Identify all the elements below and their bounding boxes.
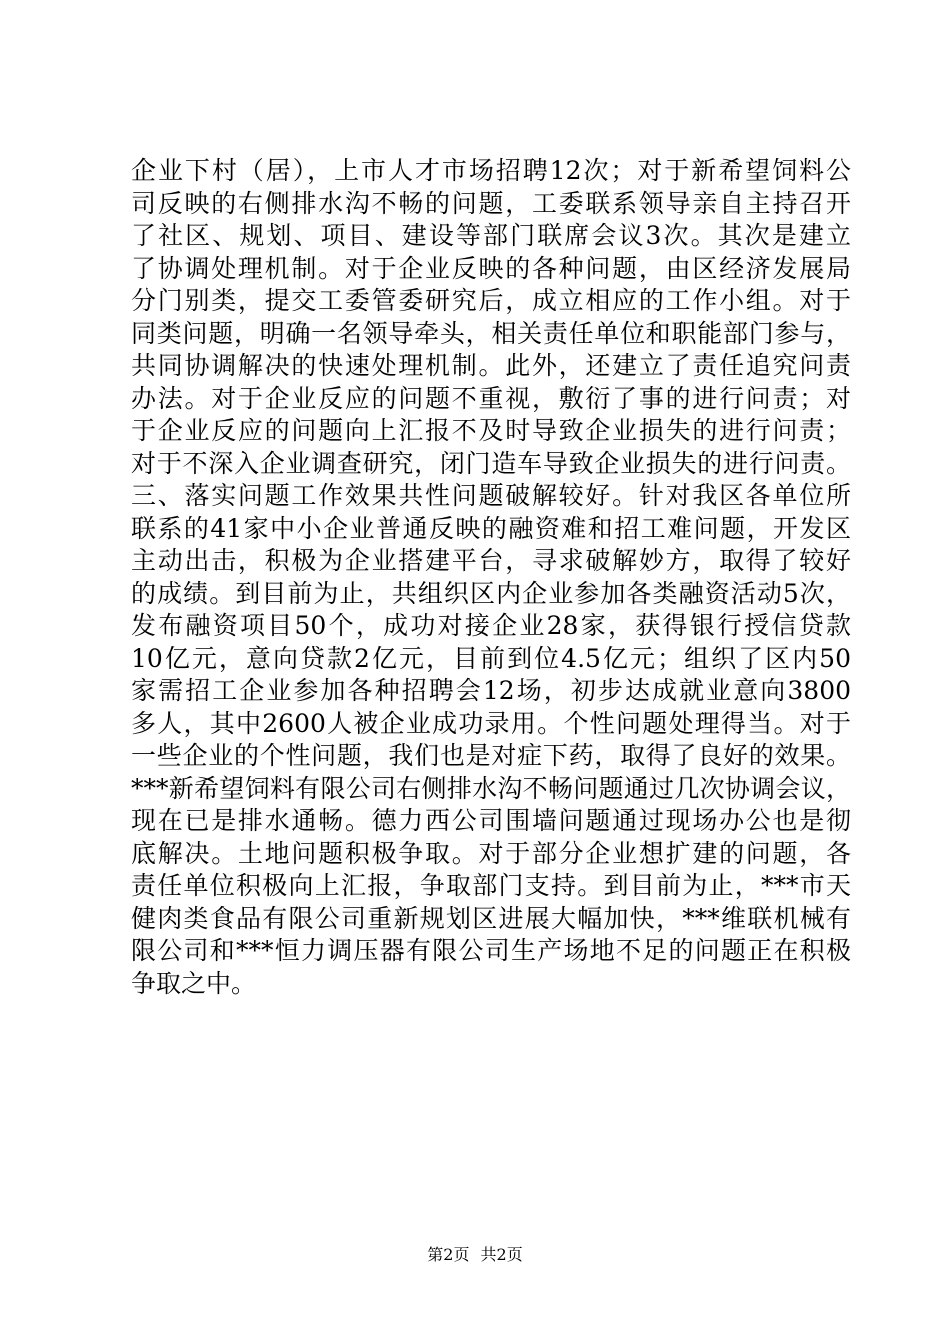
text-line: 10亿元，意向贷款2亿元，目前到位4.5亿元；组织了区内50 — [131, 643, 851, 673]
text-line: 家需招工企业参加各种招聘会12场，初步达成就业意向3800 — [131, 676, 851, 705]
text-line: 现在已是排水通畅。德力西公司围墙问题通过现场办公也是彻 — [131, 806, 851, 835]
text-line: 一些企业的个性问题，我们也是对症下药，取得了良好的效果。 — [131, 741, 851, 770]
text-line: 争取之中。 — [131, 968, 257, 998]
page-total: 共2页 — [480, 1245, 523, 1264]
text-line: 限公司和***恒力调压器有限公司生产场地不足的问题正在积极 — [131, 936, 851, 965]
text-line: 了协调处理机制。对于企业反映的各种问题，由区经济发展局 — [131, 253, 851, 283]
text-line: 发布融资项目50个，成功对接企业28家，获得银行授信贷款 — [131, 611, 851, 640]
text-line: 联系的41家中小企业普通反映的融资难和招工难问题，开发区 — [131, 513, 851, 543]
text-line: 健肉类食品有限公司重新规划区进展大幅加快，***维联机械有 — [131, 903, 851, 933]
text-line: 主动出击，积极为企业搭建平台，寻求破解妙方，取得了较好 — [131, 546, 851, 575]
text-line: 了社区、规划、项目、建设等部门联席会议3次。其次是建立 — [131, 221, 851, 250]
text-line: 对于不深入企业调查研究，闭门造车导致企业损失的进行问责。 — [131, 448, 851, 478]
text-line: 司反映的右侧排水沟不畅的问题，工委联系领导亲自主持召开 — [131, 188, 851, 218]
text-line: 同类问题，明确一名领导牵头，相关责任单位和职能部门参与， — [131, 318, 851, 348]
text-line: 于企业反应的问题向上汇报不及时导致企业损失的进行问责； — [131, 416, 851, 445]
page-number: 第2页 — [427, 1245, 470, 1264]
text-line: 办法。对于企业反应的问题不重视，敷衍了事的进行问责；对 — [131, 383, 851, 413]
text-line: 三、落实问题工作效果共性问题破解较好。针对我区各单位所 — [131, 481, 851, 510]
page-footer — [0, 1245, 950, 1265]
text-line: 分门别类，提交工委管委研究后，成立相应的工作小组。对于 — [131, 286, 851, 315]
text-line: 的成绩。到目前为止，共组织区内企业参加各类融资活动5次， — [131, 578, 851, 608]
text-line: 底解决。土地问题积极争取。对于部分企业想扩建的问题，各 — [131, 838, 851, 868]
text-line: 共同协调解决的快速处理机制。此外，还建立了责任追究问责 — [131, 351, 851, 380]
text-line: 企业下村（居），上市人才市场招聘12次；对于新希望饲料公 — [131, 156, 851, 185]
text-line: 责任单位积极向上汇报，争取部门支持。到目前为止，***市天 — [131, 871, 851, 900]
body-paragraph — [131, 155, 851, 1000]
text-line: ***新希望饲料有限公司右侧排水沟不畅问题通过几次协调会议， — [131, 773, 851, 803]
text-line: 多人，其中2600人被企业成功录用。个性问题处理得当。对于 — [131, 708, 851, 738]
